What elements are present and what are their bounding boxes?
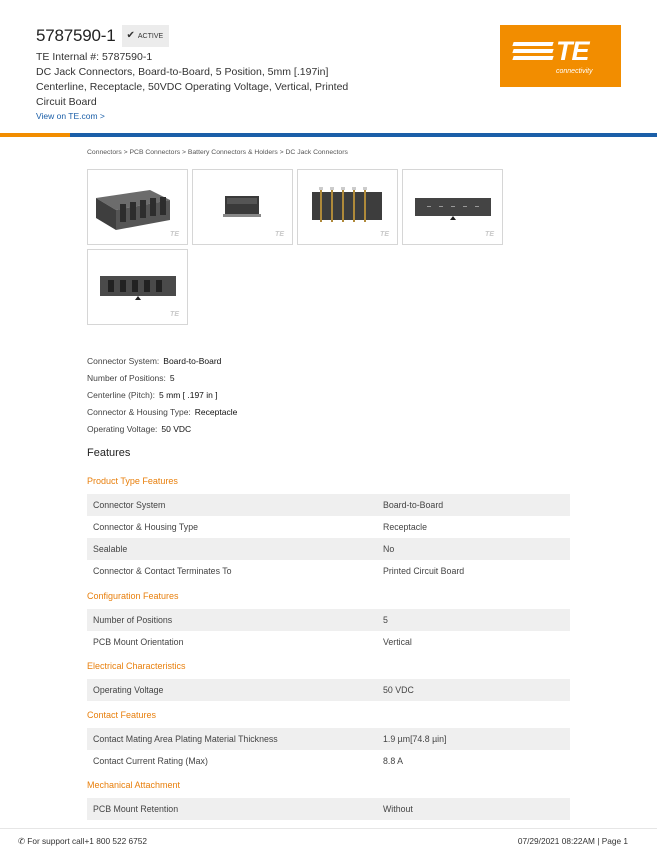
watermark: TE [170,231,179,238]
table-row: Connector System Board-to-Board [87,494,570,516]
table-row: Number of Positions 5 [87,609,570,631]
section-title: Electrical Characteristics [87,661,186,671]
logo-subtext: connectivity [556,68,593,75]
watermark: TE [275,231,284,238]
table-row: Contact Mating Area Plating Material Thickness 1.9 µm[74.8 µin] [87,728,570,750]
table-row: Operating Voltage 50 VDC [87,679,570,701]
attr-operating-voltage: Operating Voltage: 50 VDC [87,424,192,434]
section-title: Contact Features [87,710,157,720]
table-row: PCB Mount Orientation Vertical [93,637,412,647]
product-image-3[interactable] [297,169,398,245]
product-image-1[interactable] [87,169,188,245]
product-image-2[interactable] [192,169,293,245]
attr-centerline: Centerline (Pitch): 5 mm [ .197 in ] [87,390,218,400]
table-row: PCB Mount Retention Without [87,798,570,820]
attr-connector-system: Connector System: Board-to-Board [87,356,222,366]
table-row: Sealable No [87,538,570,560]
status-badge [122,25,170,47]
header-stripe [0,133,657,137]
product-image-4[interactable] [402,169,503,245]
watermark: TE [380,231,389,238]
section-title: Product Type Features [87,476,178,486]
product-image-5[interactable] [87,249,188,325]
table-row: Connector & Housing Type Receptacle [93,522,428,532]
logo-text: TE [556,36,589,66]
check-icon: ✔ [126,30,135,41]
status-badge-label: ACTIVE [137,32,164,40]
part-number: 5787590-1 [36,26,116,45]
footer-divider [0,828,657,829]
part-number-row [36,25,169,47]
description-line-2: Centerline, Receptacle, 50VDC Operating Voltage, Vertical, Printed [36,81,349,93]
section-title: Configuration Features [87,591,179,601]
attr-housing-type: Connector & Housing Type: Receptacle [87,407,238,417]
logo-bars-icon [513,42,553,63]
te-logo [500,25,621,87]
table-row: Contact Current Rating (Max) 8.8 A [93,756,404,766]
section-title: Mechanical Attachment [87,780,181,790]
page-header [0,0,657,137]
support-line: ✆ For support call+1 800 522 6752 [18,836,147,846]
phone-icon: ✆ [18,836,28,846]
internal-number: TE Internal #: 5787590-1 [36,51,153,63]
view-on-te-link[interactable]: View on TE.com > [36,111,105,121]
watermark: TE [485,231,494,238]
description-line-3: Circuit Board [36,96,97,108]
watermark: TE [170,311,179,318]
description-line-1: DC Jack Connectors, Board-to-Board, 5 Position, 5mm [.197in] [36,66,329,78]
breadcrumb: Connectors > PCB Connectors > Battery Connectors & Holders > DC Jack Connectors [87,149,348,156]
features-heading: Features [87,447,131,459]
footer-date-page: 07/29/2021 08:22AM | Page 1 [517,836,628,846]
attr-number-of-positions: Number of Positions: 5 [87,373,175,383]
table-row: Connector & Contact Terminates To Printed Circuit Board [93,566,465,576]
